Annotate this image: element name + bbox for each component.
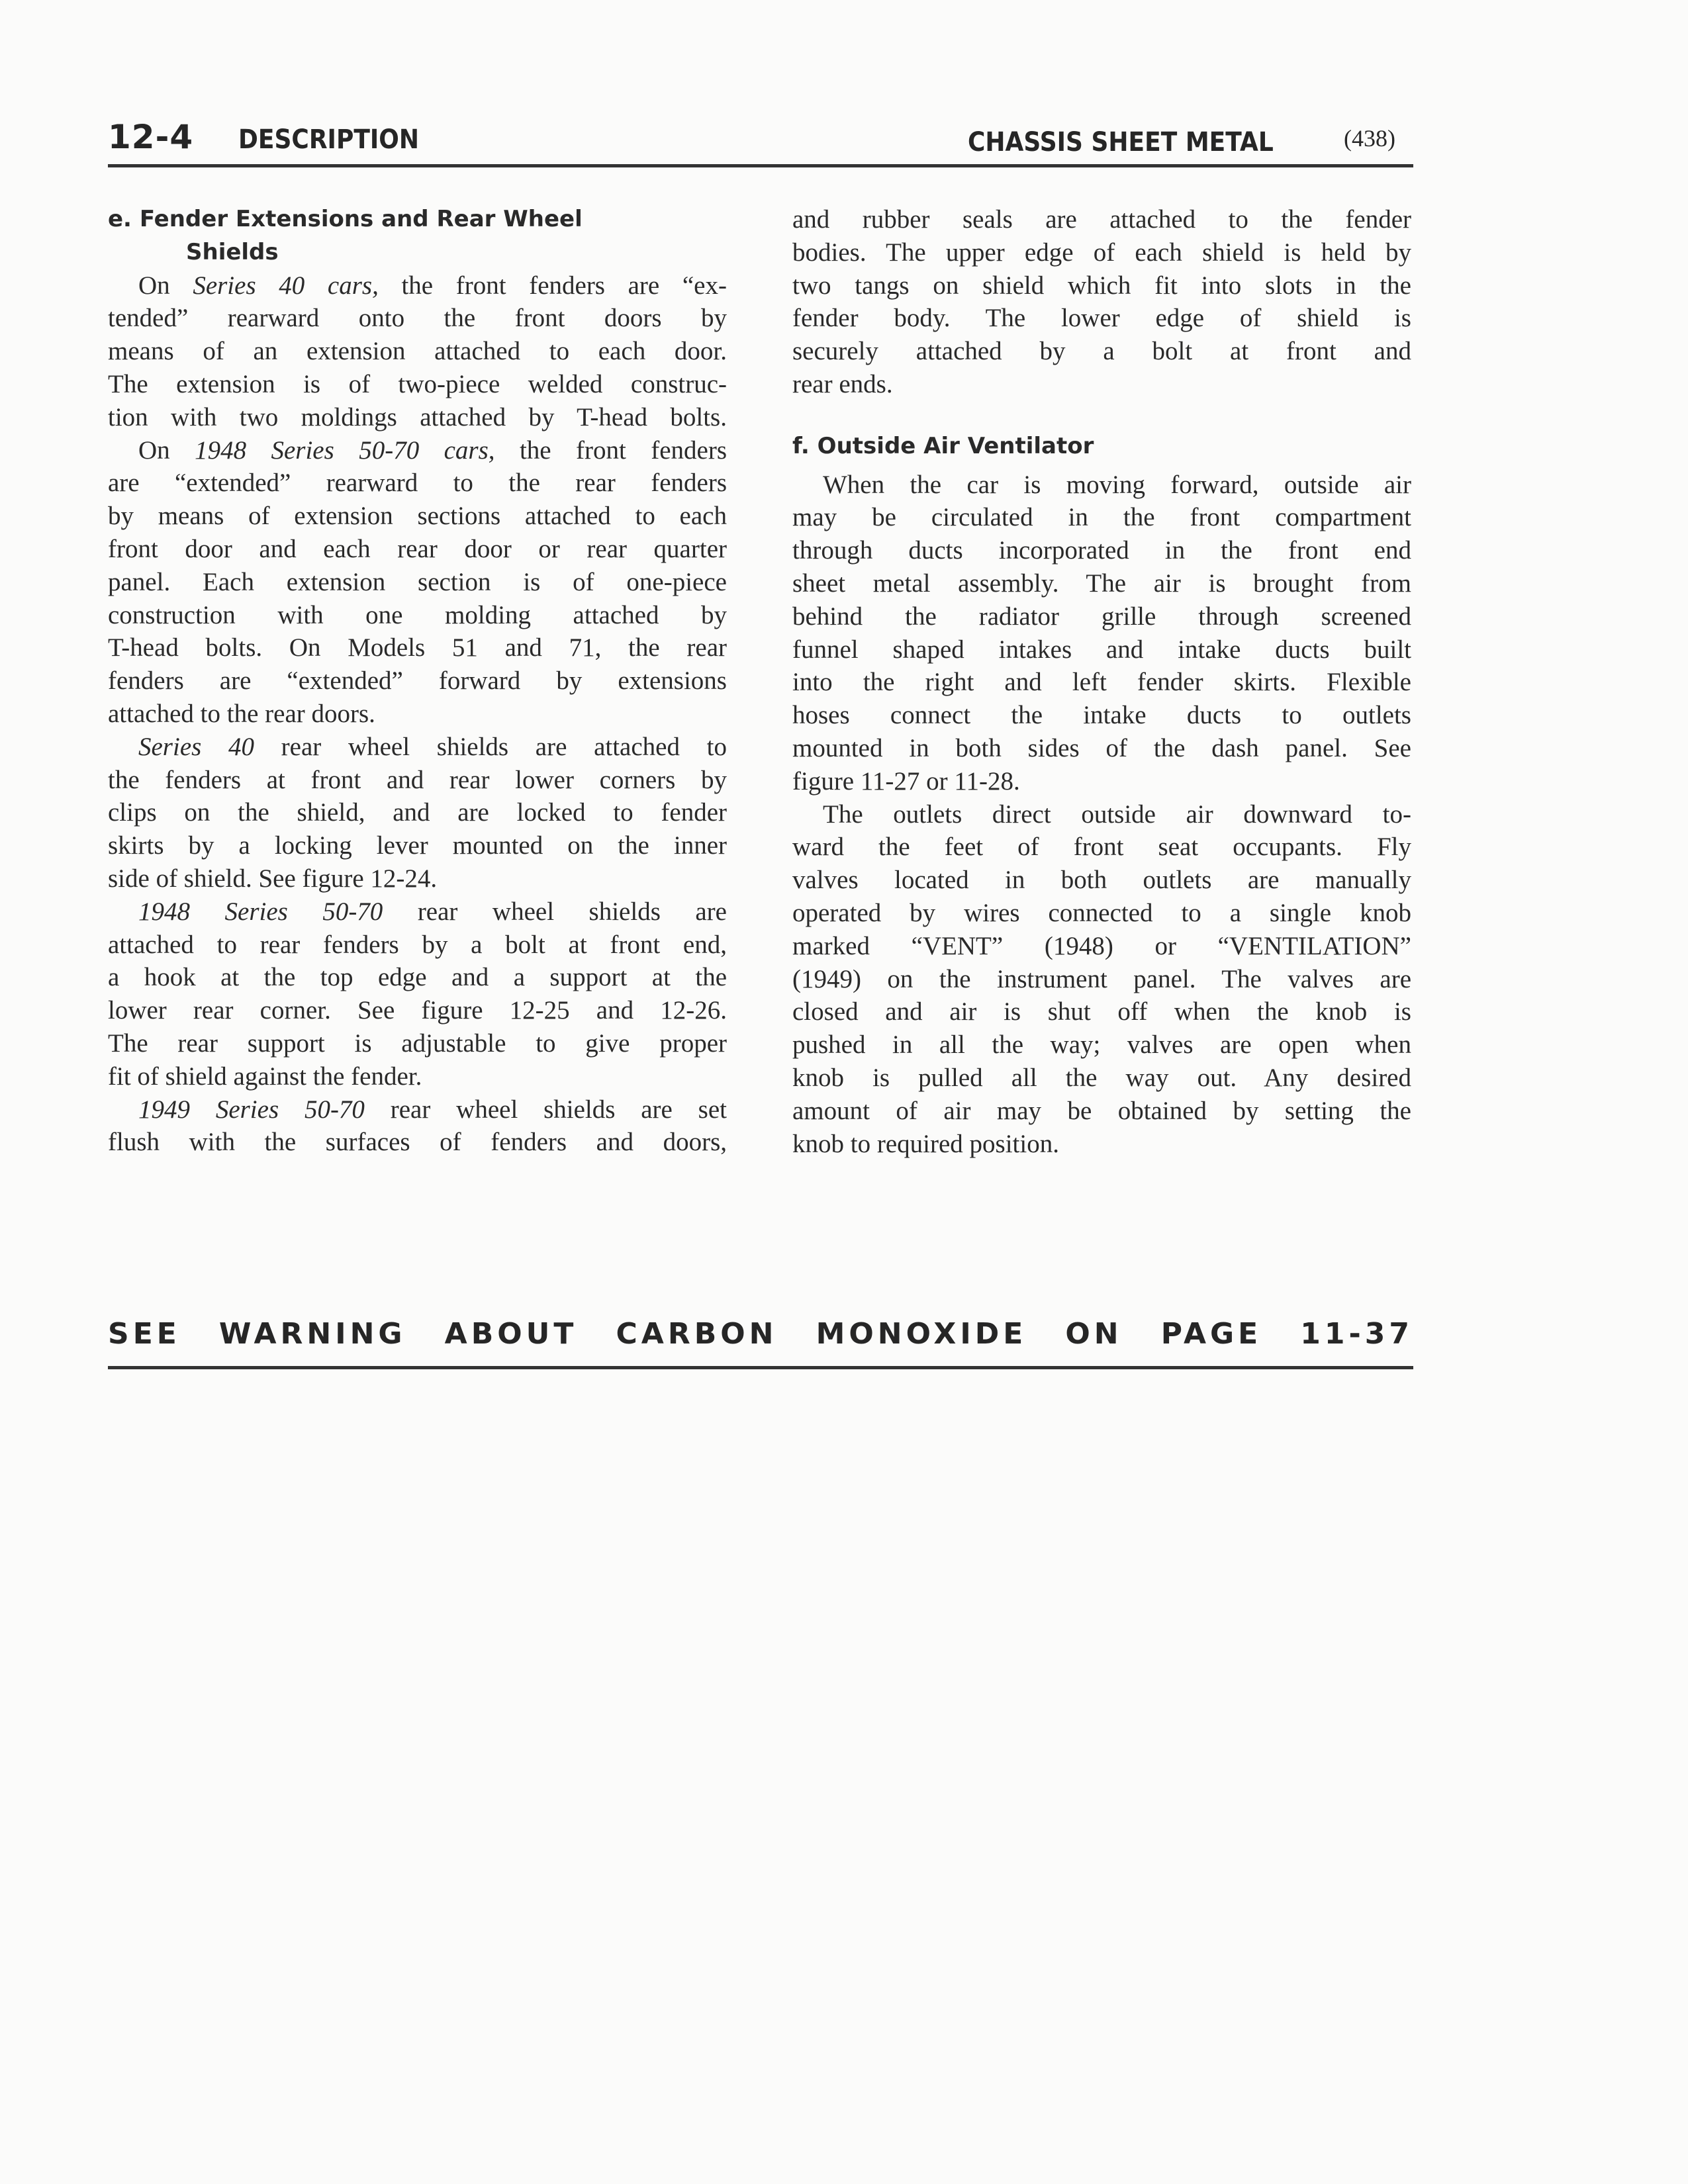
text-line [792,765,1411,798]
page-number: 12-4 [108,118,194,156]
text-line [792,831,1411,864]
paragraph [108,895,727,1093]
header-rule [108,164,1413,167]
text-line [108,434,727,467]
text: rear wheel shields are attached to [254,732,727,761]
text: a hook at the top edge and a support at the [108,963,727,992]
text-line [792,368,1411,401]
text: marked “VENT” (1948) or “VENTILATION” [792,931,1411,960]
paragraph [108,1093,727,1160]
text-line [792,930,1411,963]
text: knob is pulled all the way out. Any desired [792,1063,1411,1092]
text: attached to the rear doors. [108,699,375,728]
text-line [792,534,1411,567]
chapter-title: CHASSIS SHEET METAL [968,127,1274,158]
text: means of an extension attached to each door. [108,337,727,366]
text-line [108,796,727,829]
text: figure 11-27 or 11-28. [792,766,1020,796]
text-line [108,698,727,731]
text: pushed in all the way; valves are open when [792,1030,1411,1060]
text: securely attached by a bolt at front and [792,337,1411,366]
text-line [108,862,727,895]
italic-text: 1948 Series 50-70 [138,897,383,926]
italic-text: Series 40 [138,732,254,761]
italic-text: 1948 Series 50-70 cars, [195,435,495,465]
text-line [792,335,1411,368]
text: by means of extension sections attached to each [108,502,727,531]
text-line [108,994,727,1027]
text: T-head bolts. On Models 51 and 71, the rear [108,633,727,662]
footer-rule [108,1366,1413,1369]
text-line [108,533,727,566]
text-line [108,631,727,664]
text: The rear support is adjustable to give proper [108,1028,727,1058]
paragraph [792,203,1411,401]
text-line [792,1062,1411,1095]
text-line [108,335,727,368]
text: On [138,271,193,300]
text-line [108,302,727,335]
text-line [108,731,727,764]
text-line [108,566,727,599]
text-line [108,829,727,862]
text: the front fenders [494,435,727,465]
text-line [792,798,1411,831]
text: rear wheel shields are [383,897,727,926]
text-line [108,269,727,302]
italic-text: 1949 Series 50-70 [138,1095,365,1124]
text-line [108,1093,727,1126]
text: into the right and left fender skirts. Flexible [792,668,1411,697]
section-heading: f. Outside Air Ventilator [792,432,1094,459]
text: When the car is moving forward, outside air [823,470,1411,499]
text-line [108,764,727,797]
text: fenders are “extended” forward by extensions [108,666,727,696]
text-line [108,401,727,434]
paragraph [108,269,727,434]
text: The extension is of two-piece welded construc- [108,369,727,398]
text-line [108,895,727,929]
text-line [108,961,727,994]
text: The outlets direct outside air downward to- [823,799,1411,829]
text-line [792,666,1411,699]
text-line [108,368,727,401]
text: fit of shield against the fender. [108,1062,422,1091]
text: ward the feet of front seat occupants. Fly [792,833,1411,862]
text: skirts by a locking lever mounted on the inner [108,831,727,860]
text: On [138,435,195,465]
text: through ducts incorporated in the front end [792,536,1411,565]
text-line [792,269,1411,302]
text: lower rear corner. See figure 12-25 and 12-26. [108,996,727,1025]
text: knob to required position. [792,1129,1059,1158]
text: mounted in both sides of the dash panel. See [792,733,1411,762]
paragraph [792,798,1411,1161]
text: may be circulated in the front compartment [792,503,1411,532]
text-line [108,467,727,500]
text-line [108,929,727,962]
text: bodies. The upper edge of each shield is held by [792,238,1411,267]
text-line [792,699,1411,732]
text: sheet metal assembly. The air is brought from [792,569,1411,598]
text: side of shield. See figure 12-24. [108,864,438,893]
paragraph [108,731,727,895]
text-line [792,1128,1411,1161]
text-line [792,501,1411,534]
italic-text: Series 40 cars, [193,271,379,300]
text: tended” rearward onto the front doors by [108,304,727,333]
paragraph [792,469,1411,798]
section-title: DESCRIPTION [238,124,420,155]
text: funnel shaped intakes and intake ducts built [792,635,1411,664]
text: attached to rear fenders by a bolt at front end, [108,930,727,959]
text: closed and air is shut off when the knob is [792,997,1411,1026]
text-line [792,469,1411,502]
text-line [792,633,1411,666]
section-heading: Shields [186,238,279,265]
text-line [108,1126,727,1159]
text-line [792,1095,1411,1128]
paragraph [108,434,727,731]
text-line [792,732,1411,765]
text-line [108,1027,727,1060]
text: front door and each rear door or rear quarter [108,534,727,563]
text: panel. Each extension section is of one-piece [108,567,727,596]
text: rear wheel shields are set [364,1095,727,1124]
text-line [792,897,1411,930]
sheet-number: (438) [1344,125,1395,152]
text-line [792,1028,1411,1062]
text-line [792,302,1411,335]
section-heading: e. Fender Extensions and Rear Wheel [108,206,583,232]
text: flush with the surfaces of fenders and doors, [108,1128,727,1157]
text-line [108,500,727,533]
right-column [792,203,1411,1160]
text: fender body. The lower edge of shield is [792,304,1411,333]
text: the fenders at front and rear lower corners by [108,765,727,794]
text: and rubber seals are attached to the fender [792,205,1411,234]
text: clips on the shield, and are locked to fender [108,798,727,827]
text: amount of air may be obtained by setting the [792,1096,1411,1125]
text-line [792,600,1411,633]
text: tion with two moldings attached by T-head bolts. [108,402,727,432]
text-line [792,864,1411,897]
text: hoses connect the intake ducts to outlets [792,701,1411,730]
text: construction with one molding attached by [108,600,727,629]
text: (1949) on the instrument panel. The valves are [792,964,1411,993]
text: valves located in both outlets are manually [792,866,1411,895]
text-line [108,599,727,632]
text-line [792,203,1411,236]
text: are “extended” rearward to the rear fenders [108,469,727,498]
text-line [792,567,1411,600]
text: operated by wires connected to a single knob [792,898,1411,927]
text: the front fenders are “ex- [378,271,727,300]
text-line [108,1060,727,1093]
text: rear ends. [792,369,893,398]
text-line [792,236,1411,269]
text: two tangs on shield which fit into slots in the [792,271,1411,300]
left-column [108,203,727,1159]
text-line [792,963,1411,996]
text-line [108,664,727,698]
text: behind the radiator grille through screened [792,602,1411,631]
carbon-monoxide-warning: SEE WARNING ABOUT CARBON MONOXIDE ON PAGE 11-37 [108,1317,1413,1351]
text-line [792,995,1411,1028]
